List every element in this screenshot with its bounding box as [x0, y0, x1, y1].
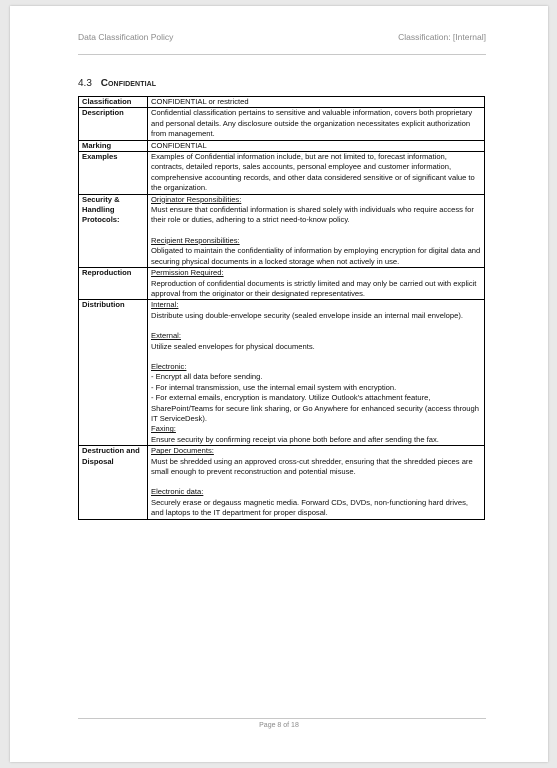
spacer — [151, 477, 481, 487]
row-value — [148, 268, 485, 300]
table-row — [79, 152, 485, 195]
row-label: Classification — [79, 97, 148, 108]
row-label: Examples — [79, 152, 148, 195]
row-value: CONFIDENTIAL — [148, 140, 485, 151]
external-text: Utilize sealed envelopes for physical documents. — [151, 341, 315, 351]
faxing-heading: Faxing: — [151, 424, 176, 434]
section-number: 4.3 — [78, 78, 92, 89]
row-label: Description — [79, 108, 148, 140]
row-label: Marking — [79, 140, 148, 151]
row-label: Security & Handling Protocols: — [79, 194, 148, 267]
paper-heading: Paper Documents: — [151, 446, 214, 456]
paper-text: Must be shredded using an approved cross-cut shredder, ensuring that the shredded pieces are small enough to prevent reconstruction and potential misuse. — [151, 456, 473, 476]
table-row — [79, 108, 485, 140]
faxing-text: Ensure security by confirming receipt via phone both before and after sending the fax. — [151, 434, 439, 444]
row-value — [148, 300, 485, 446]
electronic-heading: Electronic: — [151, 361, 187, 371]
permission-text: Reproduction of confidential documents is strictly limited and may only be carried out with explicit approval from the originator or their designated representatives. — [151, 278, 477, 298]
electronic-data-heading: Electronic data: — [151, 487, 204, 497]
table-row — [79, 97, 485, 108]
footer-divider — [78, 718, 486, 719]
table-row — [79, 446, 485, 519]
table-row — [79, 300, 485, 446]
recipient-heading: Recipient Responsibilities: — [151, 235, 240, 245]
recipient-text: Obligated to maintain the confidentiality of information by employing encryption for digital data and securing physical documents in a locked storage when not actively in use. — [151, 246, 481, 266]
row-value: Examples of Confidential information include, but are not limited to, forecast information, contracts, detailed reports, sales accounts, personal employee and customer information, comprehensive accounting records, and other data considered sensitive or of significant value to the organization. — [148, 152, 485, 195]
header-document-title: Data Classification Policy — [78, 32, 174, 42]
electronic-data-text: Securely erase or degauss magnetic media. Forward CDs, DVDs, non-functioning hard drives, and laptops to the IT department for proper disposal. — [151, 497, 468, 518]
row-value: CONFIDENTIAL or restricted — [148, 97, 485, 108]
originator-text: Must ensure that confidential information is shared solely with individuals who require access for their role or duties, adhering to a strict need-to-know policy. — [151, 205, 474, 225]
page-number: Page 8 of 18 — [259, 722, 299, 729]
row-value: Confidential classification pertains to sensitive and valuable information, covers both proprietary and personal details. Any disclosure outside the organization necessitates explicit authorization from management. — [148, 108, 485, 140]
header-classification: Classification: [Internal] — [398, 32, 486, 42]
spacer — [151, 321, 481, 331]
internal-heading: Internal: — [151, 300, 179, 310]
document-page — [10, 6, 548, 762]
row-label: Distribution — [79, 300, 148, 446]
table-row — [79, 194, 485, 267]
row-label: Reproduction — [79, 268, 148, 300]
electronic-line: - Encrypt all data before sending. — [151, 372, 263, 382]
external-heading: External: — [151, 331, 181, 341]
spacer — [151, 226, 481, 236]
internal-text: Distribute using double-envelope security (sealed envelope inside an internal mail envelope). — [151, 310, 463, 320]
row-value — [148, 446, 485, 519]
row-value — [148, 194, 485, 267]
row-label: Destruction and Disposal — [79, 446, 148, 519]
spacer — [151, 352, 481, 362]
section-title: Confidential — [100, 78, 157, 89]
table-row — [79, 140, 485, 151]
electronic-line: - For internal transmission, use the internal email system with encryption. — [151, 382, 397, 392]
header-divider — [78, 54, 486, 55]
table-row — [79, 268, 485, 300]
permission-heading: Permission Required: — [151, 268, 224, 278]
section-heading — [78, 78, 156, 89]
policy-table — [78, 96, 485, 520]
electronic-line: - For external emails, encryption is mandatory. Utilize Outlook's attachment feature, SharePoint/Teams for secure link sharing, or Go Anywhere for enhanced security (access through IT ServiceDesk). — [151, 393, 479, 423]
originator-heading: Originator Responsibilities: — [151, 194, 242, 204]
